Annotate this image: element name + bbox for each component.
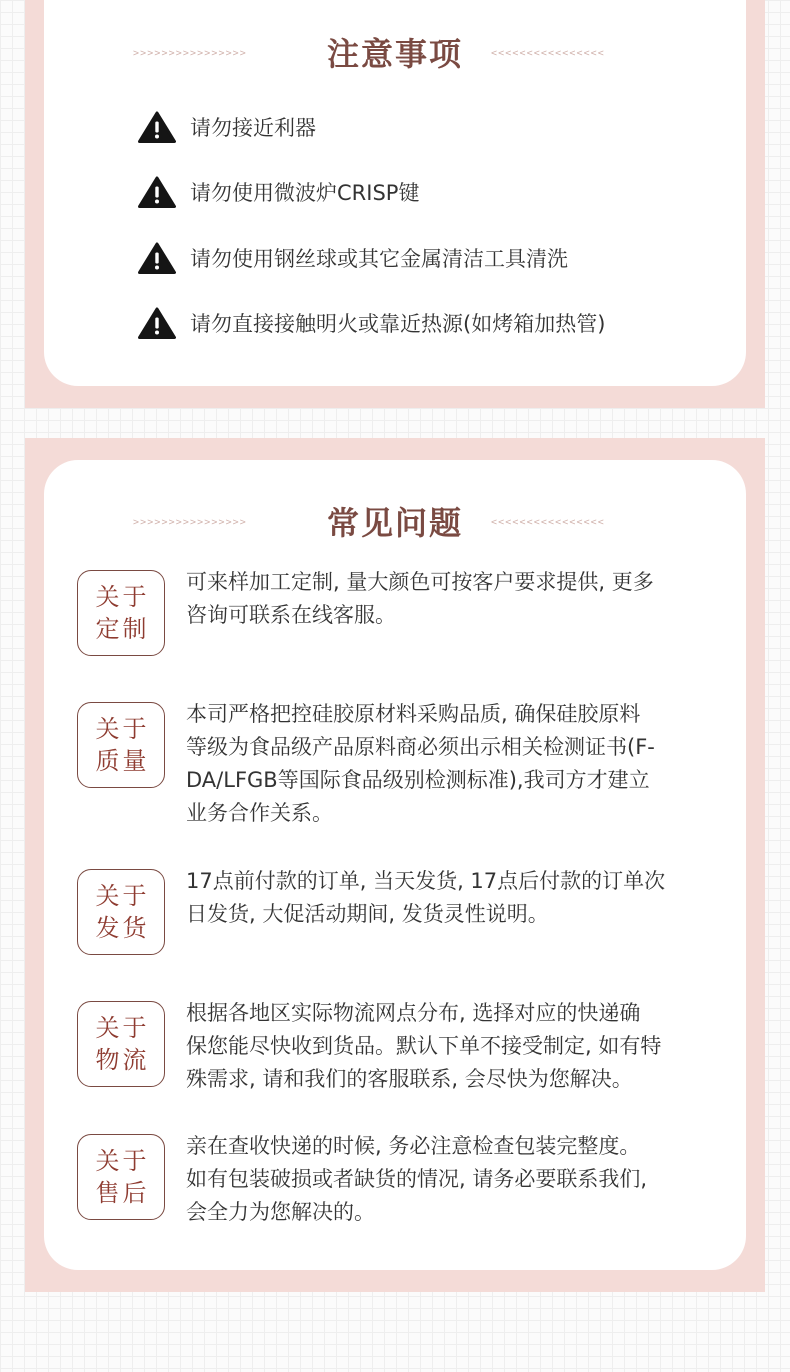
faq-badge <box>77 1134 165 1220</box>
faq-badge <box>77 570 165 656</box>
note-item <box>138 176 419 208</box>
notes-arrows-right: <<<<<<<<<<<<<<<< <box>491 48 605 59</box>
faq-answer <box>186 1130 726 1229</box>
faq-badge-line: 物流 <box>95 1046 150 1074</box>
faq-answer-line: 等级为食品级产品原料商必须出示相关检测证书(F- <box>186 735 655 759</box>
warning-icon <box>138 111 176 143</box>
faq-answer-line: 本司严格把控硅胶原材料采购品质, 确保硅胶原料 <box>186 702 641 726</box>
notes-heading-row <box>44 34 746 74</box>
faq-answer <box>186 865 726 931</box>
faq-title: 常见问题 <box>326 504 463 542</box>
note-item <box>138 111 316 143</box>
notes-title: 注意事项 <box>326 35 463 73</box>
faq-answer-line: 17点前付款的订单, 当天发货, 17点后付款的订单次 <box>186 869 666 893</box>
faq-arrows-left: >>>>>>>>>>>>>>>> <box>133 517 247 528</box>
faq-answer-line: 根据各地区实际物流网点分布, 选择对应的快递确 <box>186 1001 641 1025</box>
faq-answer-line: 可来样加工定制, 量大颜色可按客户要求提供, 更多 <box>186 570 654 594</box>
faq-badge-line: 关于 <box>95 1147 150 1175</box>
note-text: 请勿接近利器 <box>190 116 316 140</box>
note-text: 请勿使用微波炉CRISP键 <box>190 181 420 205</box>
faq-badge-line: 关于 <box>95 715 150 743</box>
warning-icon <box>138 176 176 208</box>
faq-badge <box>77 702 165 788</box>
note-text: 请勿使用钢丝球或其它金属清洁工具清洗 <box>190 247 568 271</box>
faq-badge-line: 定制 <box>95 615 150 643</box>
faq-badge-line: 关于 <box>95 583 150 611</box>
faq-badge-line: 关于 <box>95 882 150 910</box>
faq-badge-line: 关于 <box>95 1014 150 1042</box>
warning-icon <box>138 242 176 274</box>
note-item <box>138 242 568 274</box>
faq-badge-line: 售后 <box>95 1179 150 1207</box>
faq-heading-row <box>44 503 746 543</box>
faq-answer-line: 日发货, 大促活动期间, 发货灵性说明。 <box>186 902 549 926</box>
faq-answer-line: 咨询可联系在线客服。 <box>186 603 396 627</box>
faq-badge-line: 发货 <box>95 914 150 942</box>
faq-section <box>25 438 765 1292</box>
faq-answer-line: DA/LFGB等国际食品级别检测标准),我司方才建立 <box>186 768 650 792</box>
faq-badge <box>77 869 165 955</box>
faq-answer-line: 业务合作关系。 <box>186 801 333 825</box>
faq-answer-line: 保您能尽快收到货品。默认下单不接受制定, 如有特 <box>186 1034 662 1058</box>
note-text: 请勿直接接触明火或靠近热源(如烤箱加热管) <box>190 312 606 336</box>
faq-answer <box>186 566 726 632</box>
faq-answer-line: 如有包装破损或者缺货的情况, 请务必要联系我们, <box>186 1167 648 1191</box>
notes-card <box>44 0 746 386</box>
faq-card <box>44 460 746 1270</box>
note-item <box>138 307 605 339</box>
faq-badge <box>77 1001 165 1087</box>
faq-answer-line: 殊需求, 请和我们的客服联系, 会尽快为您解决。 <box>186 1067 633 1091</box>
faq-arrows-right: <<<<<<<<<<<<<<<< <box>491 517 605 528</box>
faq-answer-line: 会全力为您解决的。 <box>186 1200 375 1224</box>
faq-answer-line: 亲在查收快递的时候, 务必注意检查包装完整度。 <box>186 1134 641 1158</box>
notes-arrows-left: >>>>>>>>>>>>>>>> <box>133 48 247 59</box>
faq-answer <box>186 698 726 830</box>
faq-badge-line: 质量 <box>95 747 150 775</box>
faq-answer <box>186 997 726 1096</box>
notes-section <box>25 0 765 408</box>
warning-icon <box>138 307 176 339</box>
